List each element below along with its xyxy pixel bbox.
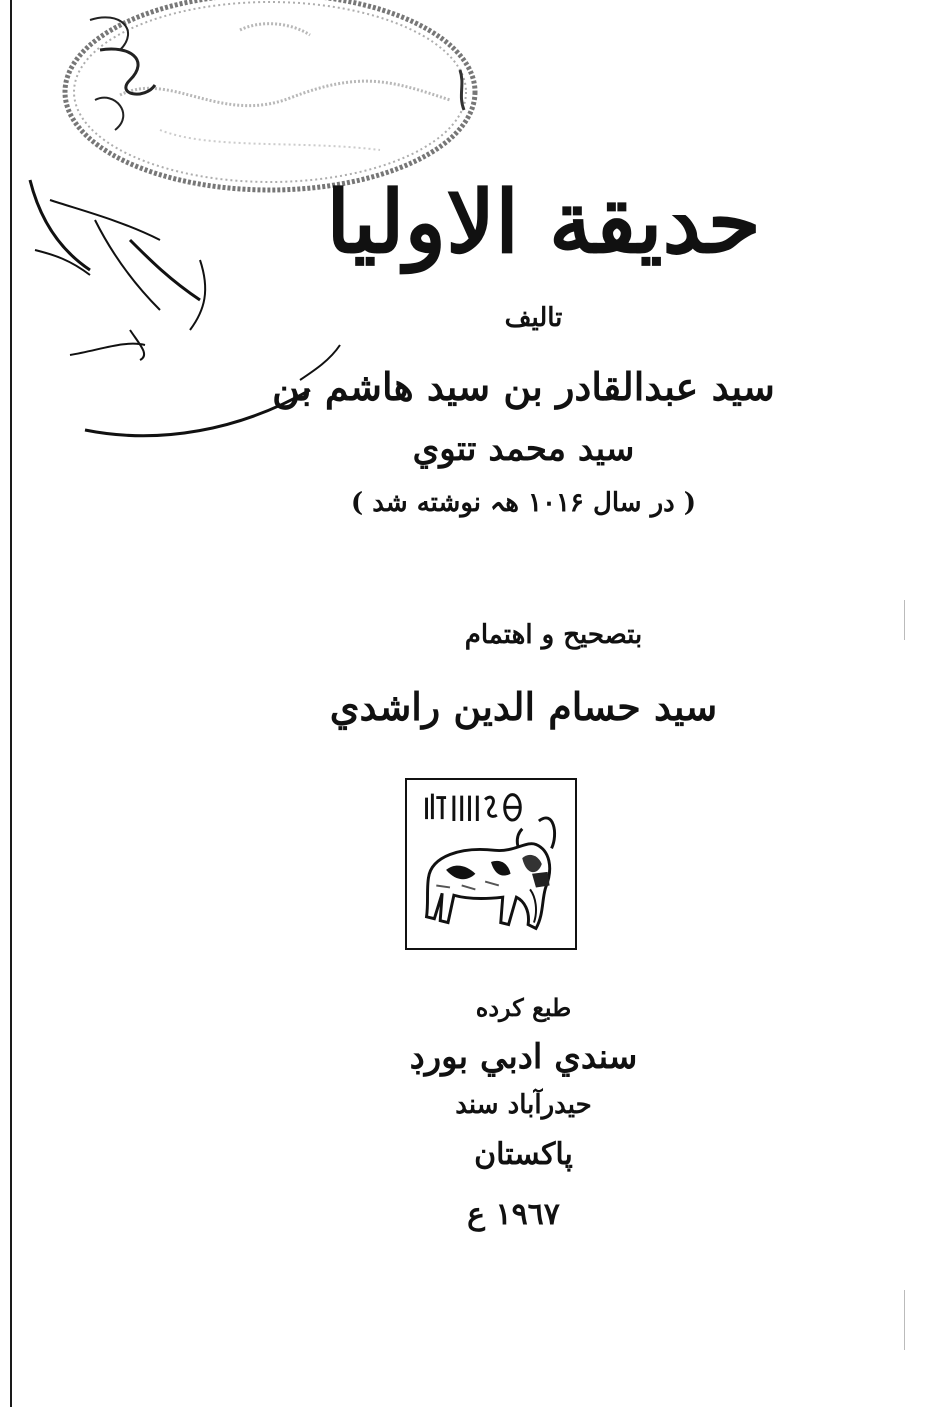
bull-seal-icon [407,780,575,948]
publisher-city: حيدرآباد سند [455,1090,592,1120]
book-title: حديقة الاوليا [326,172,761,273]
printed-by-label: طبع کرده [475,993,572,1022]
authorship-label: تاليف [504,303,563,333]
scan-speck [904,1290,905,1350]
composition-note: ( در سال ۱۰۱۶ هہ نوشته شد ) [350,488,697,518]
editing-label: بتصحيح و اهتمام [464,620,643,650]
editor-name: سيد حسام الدين راشدي [329,684,718,729]
publisher-seal [405,778,577,950]
author-line-1: سيد عبدالقادر بن سيد هاشم بن [272,364,775,409]
publication-year: ۱۹٦۷ ع [467,1197,560,1232]
publisher-country: پاکستان [474,1137,573,1172]
publisher-name: سندي ادبي بورڊ [409,1037,638,1077]
author-line-2: سيد محمد تتوي [412,429,635,469]
